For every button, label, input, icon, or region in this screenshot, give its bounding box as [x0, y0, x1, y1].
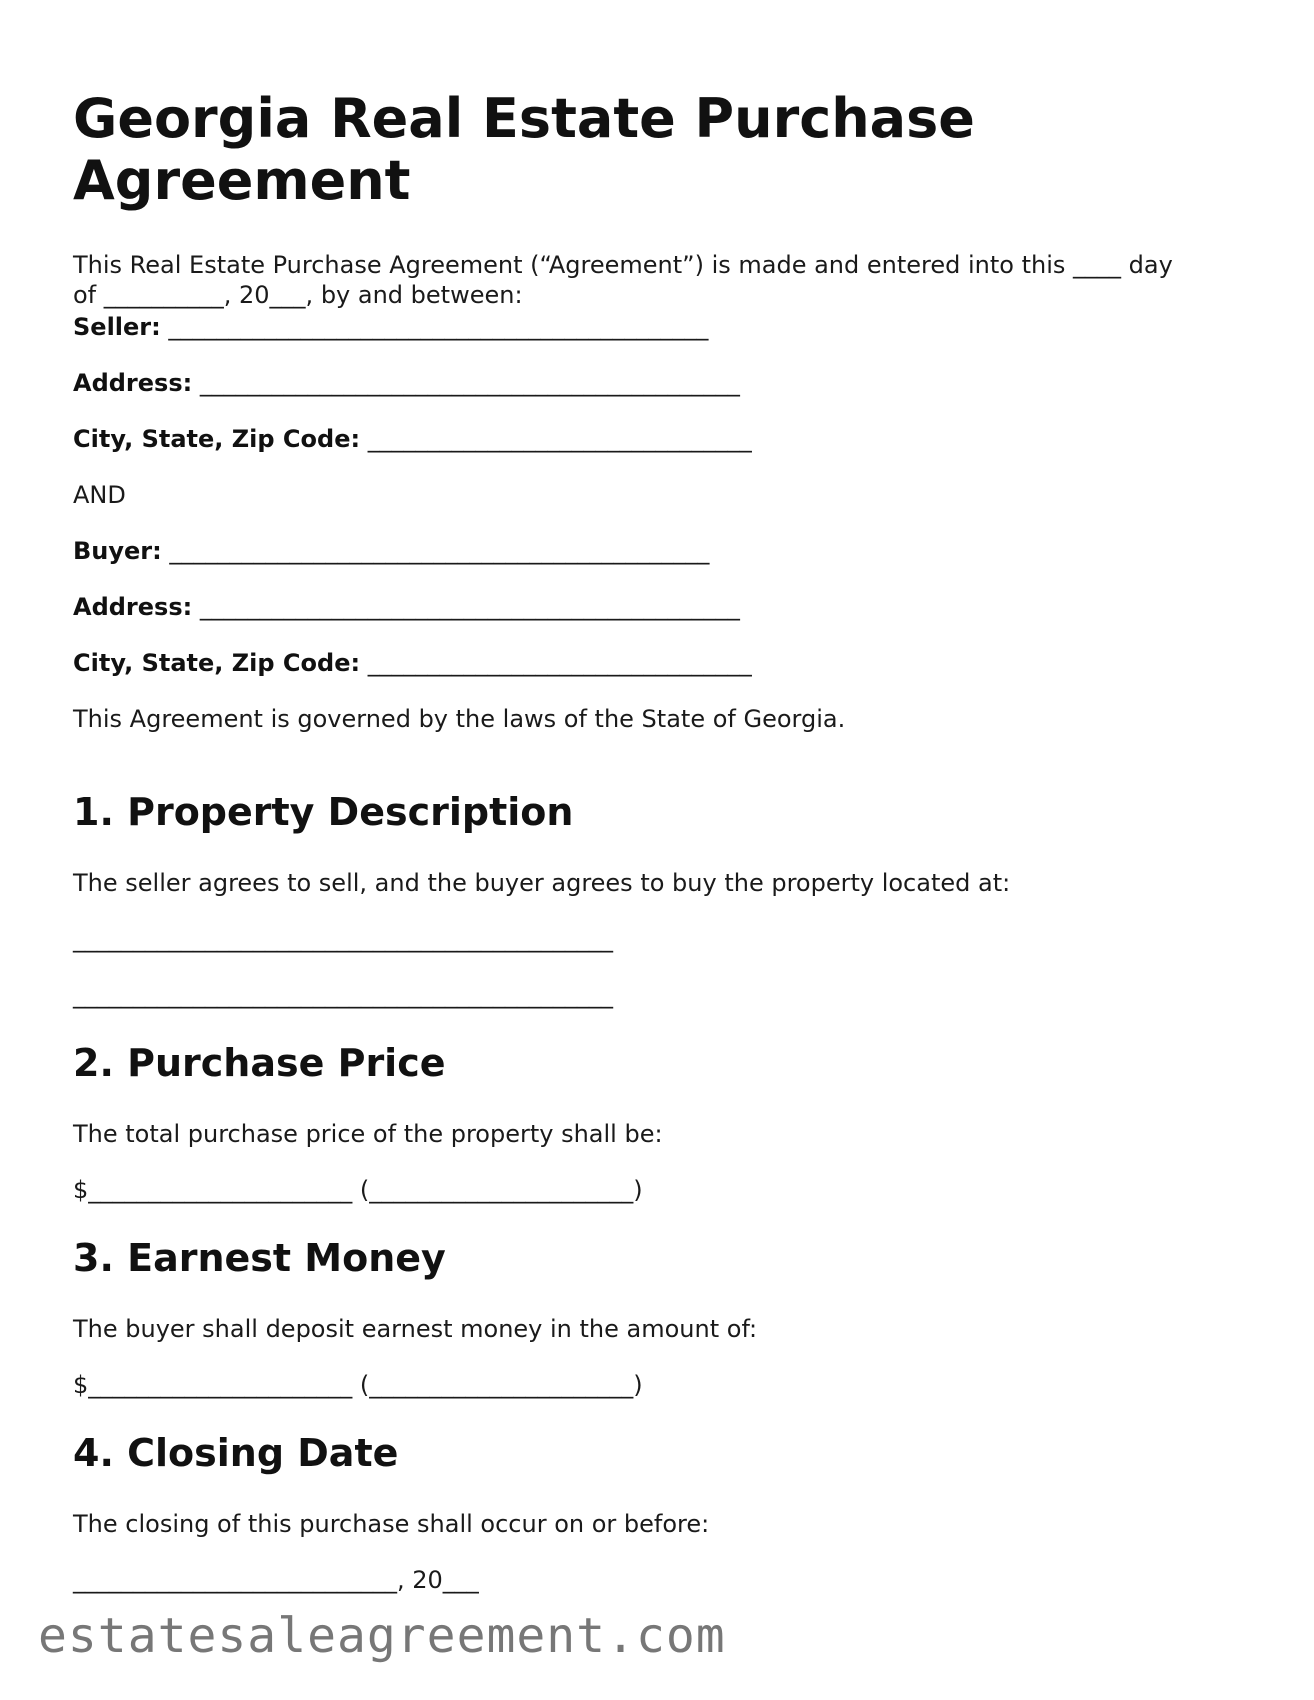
site-watermark: estatesaleagreement.com	[38, 1608, 726, 1664]
property-address-field-2[interactable]: _____________________________________________	[73, 981, 613, 1009]
seller-city-field[interactable]: ________________________________	[367, 425, 752, 453]
earnest-amount-field[interactable]: $______________________ (______________________)	[73, 1371, 643, 1399]
buyer-address-row	[73, 592, 740, 622]
seller-address-field[interactable]: _____________________________________________	[199, 369, 740, 397]
seller-city-label: City, State, Zip Code:	[73, 425, 361, 453]
seller-name-field[interactable]: _____________________________________________	[168, 313, 709, 341]
price-amount-field[interactable]: $______________________ (______________________)	[73, 1176, 643, 1204]
seller-name-row	[73, 312, 708, 342]
document-title: Georgia Real Estate Purchase Agreement	[73, 87, 975, 212]
section-heading-earnest: 3. Earnest Money	[73, 1236, 446, 1280]
price-text: The total purchase price of the property shall be:	[73, 1120, 663, 1148]
closing-date-field[interactable]: ___________________________, 20___	[73, 1566, 479, 1594]
section-heading-price: 2. Purchase Price	[73, 1041, 446, 1085]
buyer-city-field[interactable]: ________________________________	[367, 649, 752, 677]
seller-name-label: Seller:	[73, 313, 161, 341]
intro-paragraph: This Real Estate Purchase Agreement (“Agreement”) is made and entered into this ____ day of __________, 20___, by and between:	[73, 251, 1173, 309]
property-text: The seller agrees to sell, and the buyer agrees to buy the property located at:	[73, 869, 1011, 897]
seller-city-row	[73, 424, 752, 454]
buyer-city-label: City, State, Zip Code:	[73, 649, 361, 677]
and-separator: AND	[73, 481, 126, 509]
governing-law-text: This Agreement is governed by the laws of the State of Georgia.	[73, 705, 846, 733]
buyer-address-label: Address:	[73, 593, 193, 621]
buyer-name-label: Buyer:	[73, 537, 162, 565]
earnest-text: The buyer shall deposit earnest money in the amount of:	[73, 1315, 758, 1343]
section-heading-closing: 4. Closing Date	[73, 1431, 399, 1475]
buyer-address-field[interactable]: _____________________________________________	[199, 593, 740, 621]
property-address-field-1[interactable]: _____________________________________________	[73, 925, 613, 953]
buyer-name-field[interactable]: _____________________________________________	[169, 537, 710, 565]
closing-text: The closing of this purchase shall occur on or before:	[73, 1510, 710, 1538]
buyer-city-row	[73, 648, 752, 678]
seller-address-label: Address:	[73, 369, 193, 397]
section-heading-property: 1. Property Description	[73, 790, 574, 834]
seller-address-row	[73, 368, 740, 398]
buyer-name-row	[73, 536, 709, 566]
